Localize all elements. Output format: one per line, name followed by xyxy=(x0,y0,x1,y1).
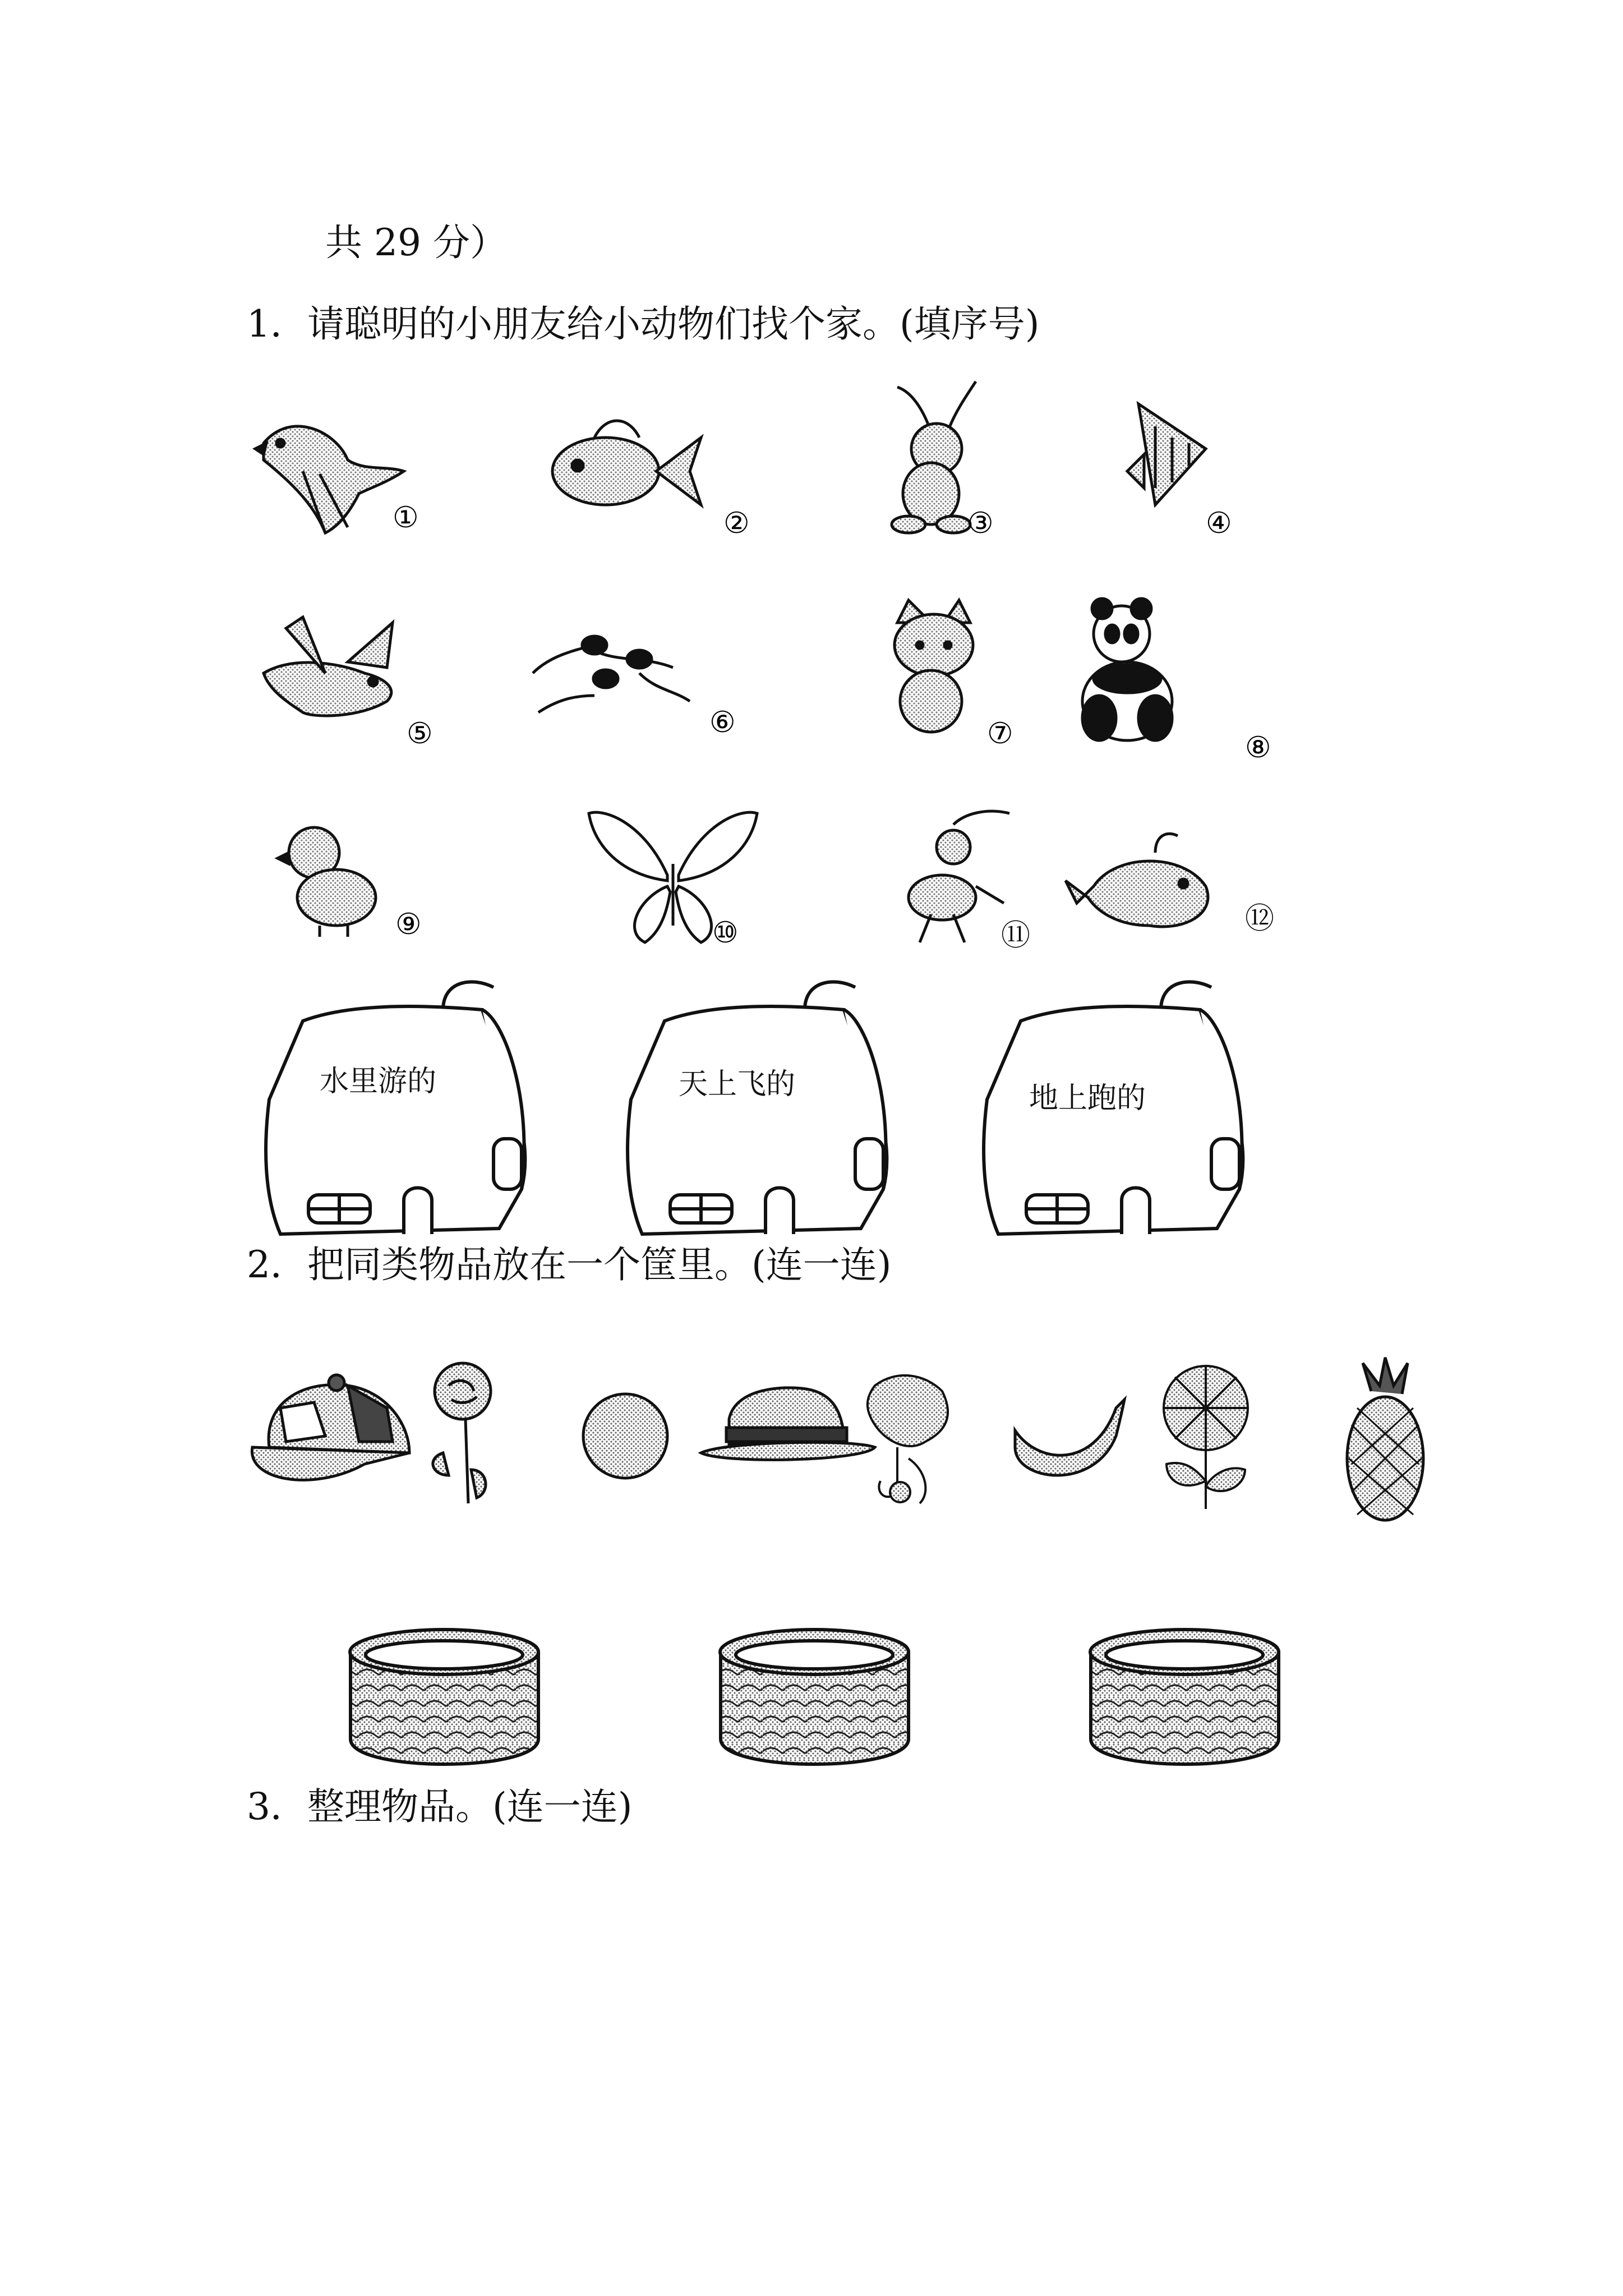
orange-icon xyxy=(583,1394,667,1478)
basket-3 xyxy=(1090,1630,1279,1764)
animal-number-12: ⑫ xyxy=(1245,902,1275,936)
banana-icon xyxy=(1015,1400,1124,1475)
question-2-prompt: 2．把同类物品放在一个筐里。(连一连) xyxy=(247,1243,892,1286)
animal-number-8: ⑧ xyxy=(1245,731,1271,765)
house-label-land: 地上跑的 xyxy=(1029,1082,1146,1115)
animal-number-9: ⑨ xyxy=(395,908,422,941)
animal-number-11: ⑪ xyxy=(1001,919,1031,953)
pineapple-icon xyxy=(1347,1358,1423,1520)
chrysanthemum-icon xyxy=(1164,1366,1248,1509)
basket-2 xyxy=(720,1630,909,1764)
hat-icon xyxy=(701,1388,875,1460)
question-1-prompt: 1．请聪明的小朋友给小动物们找个家。(填序号) xyxy=(247,302,1040,346)
animal-number-4: ④ xyxy=(1206,507,1232,540)
question-3-prompt: 3．整理物品。(连一连) xyxy=(247,1785,633,1828)
animal-number-1: ① xyxy=(393,501,419,535)
animal-number-3: ③ xyxy=(967,507,994,540)
rose-icon xyxy=(433,1363,491,1503)
section-header-continuation: 共 29 分） xyxy=(325,221,507,264)
house-label-water: 水里游的 xyxy=(320,1065,437,1098)
animal-number-6: ⑥ xyxy=(709,706,736,739)
house-label-sky: 天上飞的 xyxy=(679,1068,796,1101)
cap-icon xyxy=(252,1375,409,1480)
flower-icon xyxy=(868,1375,948,1503)
animal-number-7: ⑦ xyxy=(987,717,1013,751)
animal-number-2: ② xyxy=(723,507,750,540)
animal-number-5: ⑤ xyxy=(407,717,433,751)
animal-number-10: ⑩ xyxy=(712,916,739,950)
basket-1 xyxy=(350,1630,538,1764)
